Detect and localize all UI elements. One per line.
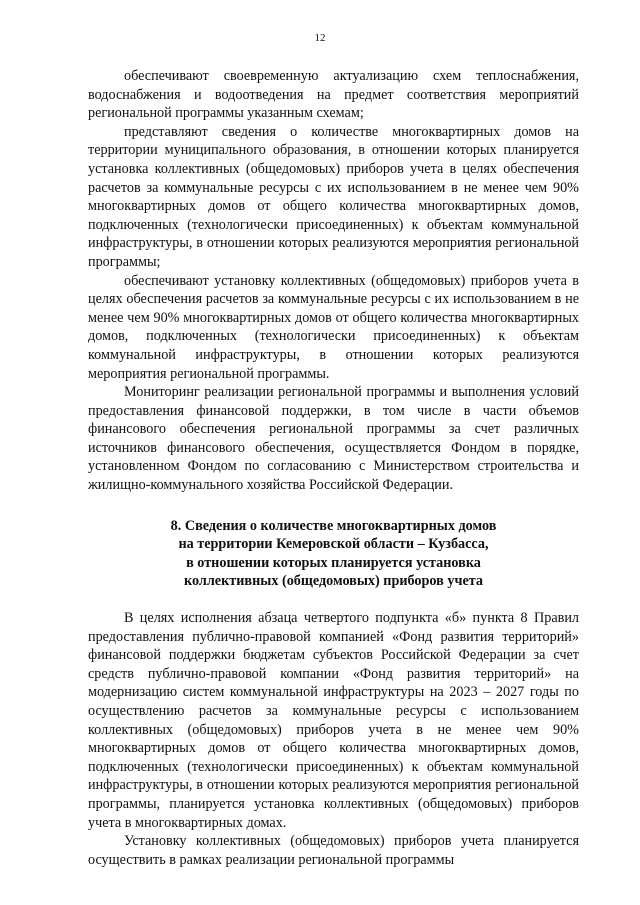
section-heading-line: в отношении которых планируется установка (186, 554, 481, 571)
page-number: 12 (314, 32, 326, 44)
paragraph-actualization: обеспечивают своевременную актуализацию схем теплоснабжения, водоснабжения и водоотведения на предмет соответствия мероприятий региональной программы указанным схемам; (88, 68, 579, 122)
section-heading (88, 517, 579, 591)
section-heading-line: коллективных (общедомовых) приборов учета (183, 573, 483, 590)
document-body (88, 67, 579, 869)
section-heading-line: 8. Сведения о количестве многоквартирных домов (170, 517, 497, 534)
paragraph-rules-execution: В целях исполнения абзаца четвертого подпункта «б» пункта 8 Правил предоставления публично-правовой компанией «Фонд развития территорий» финансовой поддержки бюджетам субъектов Российской Федерации за счет средств публично-правовой компании «Фонд развития территорий» на модернизацию систем коммунальной инфраструктуры на 2023 – 2027 годы по осуществлению расчетов за коммунальные ресурсы с использованием коллективных (общедомовых) приборов учета в не менее чем 90% многоквартирных домов от общего количества многоквартирных домов, подключенных (технологически присоединенных) к объектам коммунальной инфраструктуры, в отношении которых реализуются мероприятия региональной программы, планируется установка коллективных (общедомовых) приборов учета в многоквартирных домах. (88, 610, 579, 831)
paragraph-installation-plan: Установку коллективных (общедомовых) приборов учета планируется осуществить в рамках реализации региональной программы (88, 833, 579, 868)
section-heading-line: на территории Кемеровской области – Кузбасса, (178, 536, 489, 553)
paragraph-information: представляют сведения о количестве многоквартирных домов на территории муниципального образования, в отношении которых планируется установка коллективных (общедомовых) приборов учета в целях обеспечения расчетов за коммунальные ресурсы с их использованием в не менее чем 90% многоквартирных домов от общего количества многоквартирных домов, подключенных (технологически присоединенных) к объектам коммунальной инфраструктуры, в отношении которых реализуются мероприятия региональной программы; (88, 123, 579, 270)
paragraph-monitoring: Мониторинг реализации региональной программы и выполнения условий предоставления финансовой поддержки, в том числе в части объемов финансового обеспечения региональной программы за счет различных источников финансового обеспечения, осуществляется Фондом в порядке, установленном Фондом по согласованию с Министерством строительства и жилищно-коммунального хозяйства Российской Федерации. (88, 384, 579, 494)
paragraph-installation: обеспечивают установку коллективных (общедомовых) приборов учета в целях обеспечения расчетов за коммунальные ресурсы с их использованием в не менее чем 90% многоквартирных домов от общего количества многоквартирных домов, подключенных (технологически присоединенных) к объектам коммунальной инфраструктуры, в отношении которых реализуются мероприятия региональной программы. (88, 272, 579, 382)
